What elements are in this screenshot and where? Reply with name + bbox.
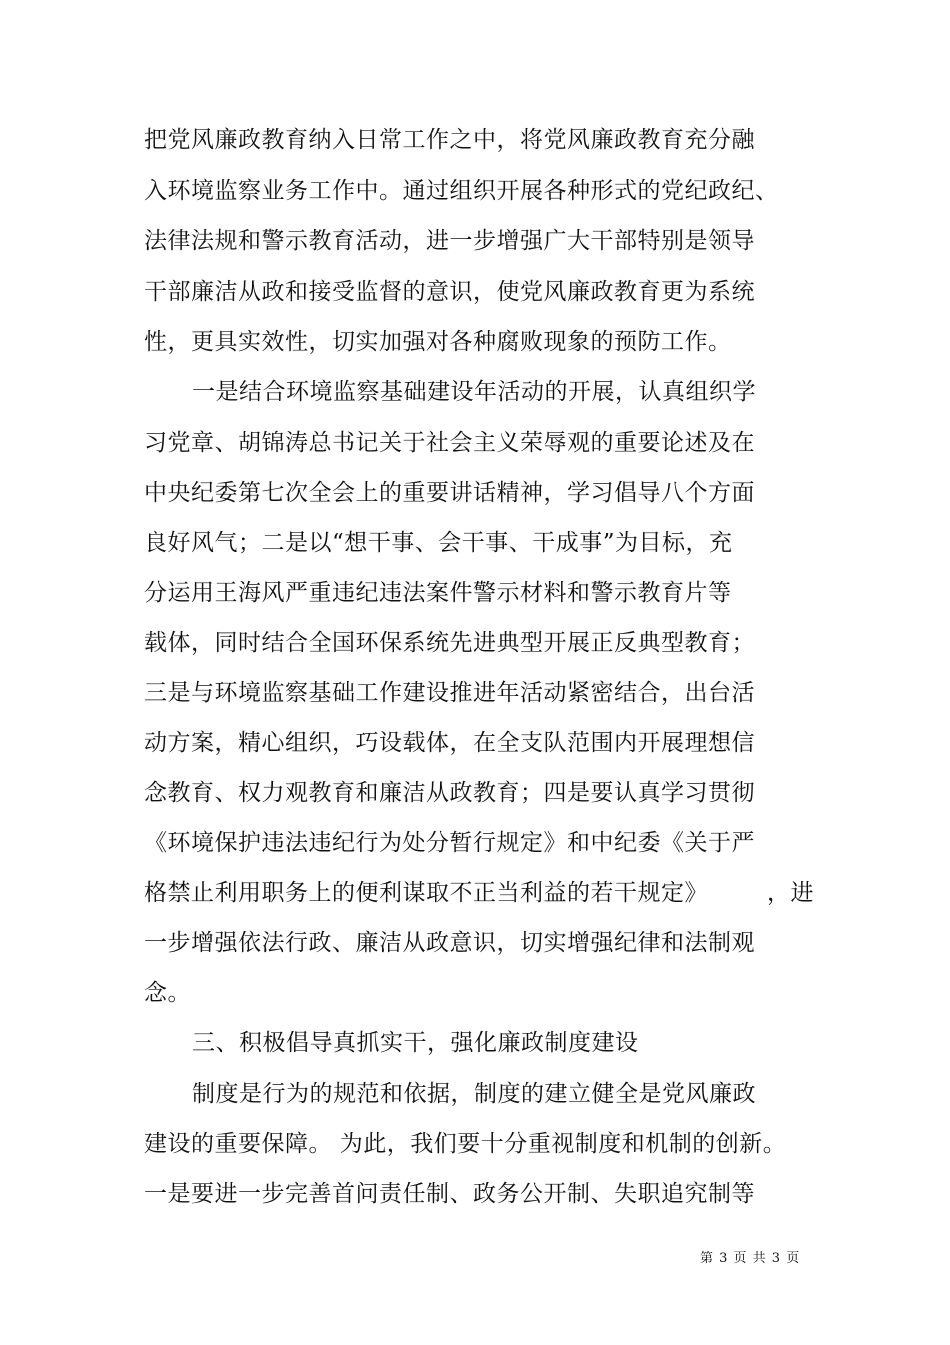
text-line: 良好风气；二是以“想干事、会干事、干成事”为目标，充 [144, 530, 733, 556]
text-line: 建设的重要保障。 为此，我们要十分重视制度和机制的创新。 [144, 1131, 787, 1157]
text-line: 入环境监察业务工作中。通过组织开展各种形式的党纪政纪、 [144, 178, 779, 204]
text-line: 制度是行为的规范和依据，制度的建立健全是党风廉政 [192, 1081, 756, 1107]
text-line: 习党章、胡锦涛总书记关于社会主义荣辱观的重要论述及在 [144, 430, 755, 456]
text-line: 一步增强依法行政、廉洁从政意识，切实增强纪律和法制观 [144, 930, 755, 956]
text-line: 一是结合环境监察基础建设年活动的开展，认真组织学 [192, 379, 756, 405]
text-line: 干部廉洁从政和接受监督的意识，使党风廉政教育更为系统 [144, 279, 755, 305]
text-line: 《环境保护违法违纪行为处分暂行规定》和中纪委《关于严 [144, 830, 755, 856]
text-line: 载体，同时结合全国环保系统先进典型开展正反典型教育； [144, 630, 755, 656]
text-line: 分运用王海风严重违纪违法案件警示材料和警示教育片等 [144, 580, 732, 606]
text-line: 把党风廉政教育纳入日常工作之中，将党风廉政教育充分融 [144, 127, 755, 153]
section-heading: 三、积极倡导真抓实干，强化廉政制度建设 [192, 1030, 639, 1056]
text-line: 念教育、权力观教育和廉洁从政教育；四是要认真学习贯彻 [144, 780, 755, 806]
text-line: 性，更具实效性，切实加强对各种腐败现象的预防工作。 [144, 329, 732, 355]
text-line: 三是与环境监察基础工作建设推进年活动紧密结合，出台活 [144, 680, 755, 706]
text-line: 格禁止利用职务上的便利谋取不正当利益的若干规定》 ，进 [144, 880, 814, 906]
page-number-footer: 第 3 页 共 3 页 [700, 1251, 801, 1266]
text-line: 一是要进一步完善首问责任制、政务公开制、失职追究制等 [144, 1181, 755, 1207]
text-line: 念。 [144, 980, 191, 1006]
text-line: 法律法规和警示教育活动，进一步增强广大干部特别是领导 [144, 228, 755, 254]
text-line: 中央纪委第七次全会上的重要讲话精神，学习倡导八个方面 [144, 480, 755, 506]
text-line: 动方案，精心组织，巧设载体，在全支队范围内开展理想信 [144, 730, 755, 756]
